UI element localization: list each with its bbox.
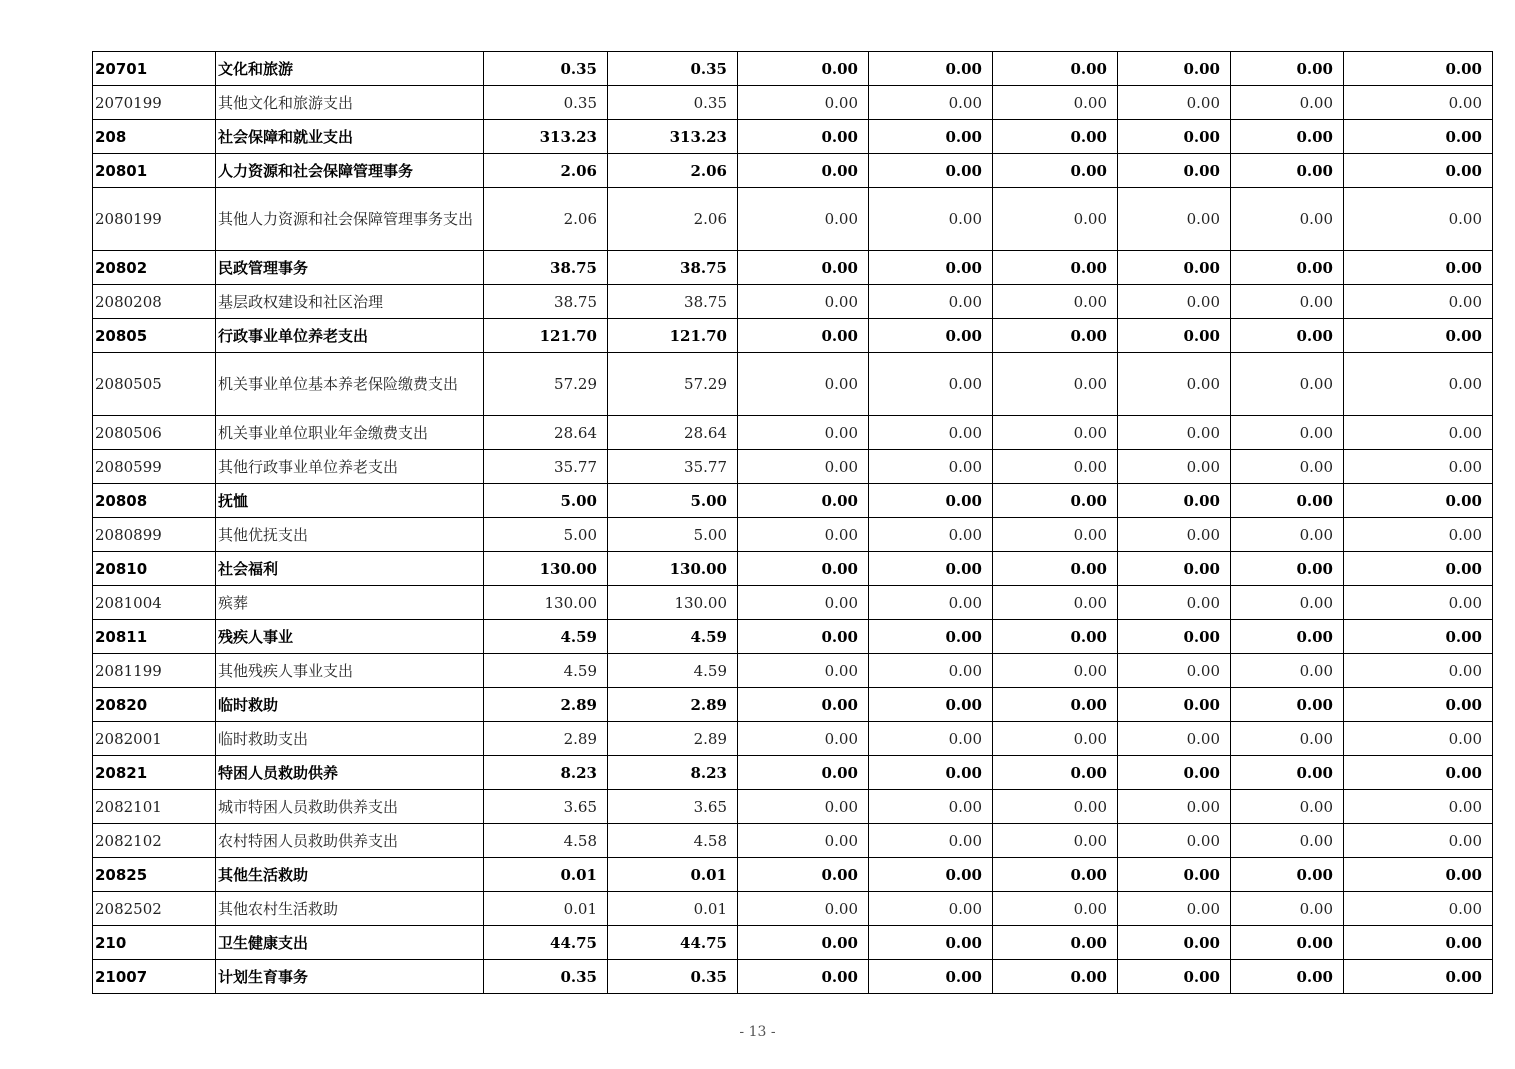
amount-cell: 0.00 (993, 586, 1118, 620)
subject-name-cell: 临时救助支出 (216, 722, 484, 756)
amount-cell: 0.00 (1118, 518, 1231, 552)
amount-cell: 0.00 (1231, 960, 1344, 994)
amount-cell: 0.00 (1118, 688, 1231, 722)
amount-cell: 0.00 (738, 824, 869, 858)
amount-cell: 0.00 (993, 620, 1118, 654)
table-row (93, 188, 1493, 251)
amount-cell: 0.00 (738, 654, 869, 688)
amount-cell: 0.00 (869, 586, 993, 620)
amount-cell: 0.00 (1344, 722, 1493, 756)
amount-cell: 0.00 (869, 790, 993, 824)
amount-cell: 0.00 (1231, 552, 1344, 586)
amount-cell: 38.75 (608, 251, 738, 285)
amount-cell: 0.00 (1118, 620, 1231, 654)
amount-cell: 0.00 (738, 858, 869, 892)
subject-name-cell: 特困人员救助供养 (216, 756, 484, 790)
amount-cell: 38.75 (608, 285, 738, 319)
subject-code-cell: 2080208 (93, 285, 216, 319)
amount-cell: 28.64 (608, 416, 738, 450)
amount-cell: 0.00 (993, 756, 1118, 790)
amount-cell: 0.00 (869, 86, 993, 120)
table-row (93, 586, 1493, 620)
amount-cell: 0.00 (1231, 790, 1344, 824)
subject-code-cell: 2070199 (93, 86, 216, 120)
amount-cell: 0.00 (1231, 688, 1344, 722)
amount-cell: 0.00 (993, 353, 1118, 416)
table-row (93, 892, 1493, 926)
amount-cell: 0.00 (738, 892, 869, 926)
subject-code-cell: 20701 (93, 52, 216, 86)
table-row (93, 552, 1493, 586)
amount-cell: 5.00 (484, 518, 608, 552)
amount-cell: 0.00 (738, 154, 869, 188)
subject-code-cell: 208 (93, 120, 216, 154)
subject-code-cell: 2080506 (93, 416, 216, 450)
budget-expenditure-table (92, 51, 1493, 994)
subject-name-cell: 文化和旅游 (216, 52, 484, 86)
table-row (93, 285, 1493, 319)
table-row (93, 926, 1493, 960)
amount-cell: 0.00 (1118, 790, 1231, 824)
amount-cell: 0.00 (869, 960, 993, 994)
amount-cell: 44.75 (484, 926, 608, 960)
amount-cell: 0.00 (869, 926, 993, 960)
table-row (93, 722, 1493, 756)
amount-cell: 0.00 (1231, 824, 1344, 858)
amount-cell: 0.00 (738, 620, 869, 654)
subject-code-cell: 2080899 (93, 518, 216, 552)
amount-cell: 0.00 (1344, 688, 1493, 722)
amount-cell: 0.00 (1118, 319, 1231, 353)
amount-cell: 5.00 (608, 484, 738, 518)
amount-cell: 0.35 (484, 52, 608, 86)
amount-cell: 0.00 (1118, 824, 1231, 858)
amount-cell: 0.00 (1344, 154, 1493, 188)
subject-name-cell: 殡葬 (216, 586, 484, 620)
amount-cell: 0.00 (1118, 353, 1231, 416)
amount-cell: 2.89 (608, 688, 738, 722)
amount-cell: 0.00 (738, 790, 869, 824)
amount-cell: 8.23 (608, 756, 738, 790)
table-row (93, 120, 1493, 154)
amount-cell: 0.00 (1231, 518, 1344, 552)
amount-cell: 0.00 (993, 52, 1118, 86)
subject-name-cell: 民政管理事务 (216, 251, 484, 285)
table-row (93, 450, 1493, 484)
amount-cell: 130.00 (484, 552, 608, 586)
amount-cell: 0.00 (738, 319, 869, 353)
subject-code-cell: 20825 (93, 858, 216, 892)
subject-code-cell: 20805 (93, 319, 216, 353)
amount-cell: 0.00 (1118, 285, 1231, 319)
amount-cell: 0.00 (993, 518, 1118, 552)
table-body (93, 52, 1493, 994)
amount-cell: 0.35 (608, 960, 738, 994)
subject-code-cell: 210 (93, 926, 216, 960)
amount-cell: 2.06 (484, 188, 608, 251)
subject-name-cell: 行政事业单位养老支出 (216, 319, 484, 353)
amount-cell: 0.00 (993, 790, 1118, 824)
amount-cell: 0.00 (869, 756, 993, 790)
amount-cell: 0.00 (738, 52, 869, 86)
table-row (93, 824, 1493, 858)
amount-cell: 0.00 (738, 960, 869, 994)
amount-cell: 0.00 (869, 319, 993, 353)
amount-cell: 0.00 (869, 52, 993, 86)
amount-cell: 0.00 (869, 620, 993, 654)
amount-cell: 0.00 (1231, 52, 1344, 86)
amount-cell: 0.00 (1231, 620, 1344, 654)
amount-cell: 0.35 (608, 52, 738, 86)
amount-cell: 0.00 (1344, 552, 1493, 586)
amount-cell: 0.00 (1231, 926, 1344, 960)
amount-cell: 0.00 (1344, 960, 1493, 994)
amount-cell: 0.00 (1118, 552, 1231, 586)
amount-cell: 4.59 (484, 620, 608, 654)
subject-code-cell: 20820 (93, 688, 216, 722)
table-row (93, 251, 1493, 285)
subject-code-cell: 2082102 (93, 824, 216, 858)
table-row (93, 52, 1493, 86)
amount-cell: 0.00 (1231, 285, 1344, 319)
subject-name-cell: 人力资源和社会保障管理事务 (216, 154, 484, 188)
amount-cell: 0.00 (1231, 484, 1344, 518)
subject-name-cell: 社会福利 (216, 552, 484, 586)
amount-cell: 4.59 (484, 654, 608, 688)
amount-cell: 0.00 (993, 154, 1118, 188)
amount-cell: 0.00 (1344, 484, 1493, 518)
amount-cell: 0.00 (993, 416, 1118, 450)
amount-cell: 35.77 (484, 450, 608, 484)
amount-cell: 0.00 (1344, 790, 1493, 824)
subject-name-cell: 农村特困人员救助供养支出 (216, 824, 484, 858)
amount-cell: 0.00 (1118, 722, 1231, 756)
amount-cell: 0.00 (869, 120, 993, 154)
amount-cell: 0.00 (1344, 285, 1493, 319)
amount-cell: 0.00 (869, 892, 993, 926)
amount-cell: 0.01 (608, 858, 738, 892)
amount-cell: 0.00 (1118, 52, 1231, 86)
amount-cell: 0.00 (1344, 450, 1493, 484)
amount-cell: 0.00 (869, 450, 993, 484)
subject-code-cell: 2080505 (93, 353, 216, 416)
amount-cell: 0.00 (1231, 251, 1344, 285)
amount-cell: 0.01 (484, 858, 608, 892)
amount-cell: 0.00 (1344, 858, 1493, 892)
amount-cell: 0.00 (1344, 353, 1493, 416)
amount-cell: 0.00 (1344, 824, 1493, 858)
amount-cell: 38.75 (484, 285, 608, 319)
amount-cell: 313.23 (484, 120, 608, 154)
amount-cell: 57.29 (608, 353, 738, 416)
amount-cell: 0.00 (993, 188, 1118, 251)
amount-cell: 0.00 (869, 552, 993, 586)
amount-cell: 0.00 (1118, 188, 1231, 251)
amount-cell: 0.00 (869, 416, 993, 450)
amount-cell: 0.00 (993, 926, 1118, 960)
amount-cell: 0.00 (1118, 960, 1231, 994)
amount-cell: 0.00 (869, 154, 993, 188)
amount-cell: 0.00 (738, 353, 869, 416)
amount-cell: 0.00 (993, 319, 1118, 353)
amount-cell: 2.89 (608, 722, 738, 756)
amount-cell: 0.00 (869, 251, 993, 285)
amount-cell: 0.00 (1344, 654, 1493, 688)
subject-name-cell: 其他人力资源和社会保障管理事务支出 (216, 188, 484, 251)
amount-cell: 0.00 (1344, 620, 1493, 654)
amount-cell: 38.75 (484, 251, 608, 285)
table-row (93, 960, 1493, 994)
table-row (93, 756, 1493, 790)
amount-cell: 0.00 (993, 450, 1118, 484)
amount-cell: 0.00 (738, 285, 869, 319)
amount-cell: 4.58 (608, 824, 738, 858)
subject-name-cell: 机关事业单位基本养老保险缴费支出 (216, 353, 484, 416)
table-row (93, 484, 1493, 518)
subject-name-cell: 残疾人事业 (216, 620, 484, 654)
amount-cell: 5.00 (608, 518, 738, 552)
subject-name-cell: 其他残疾人事业支出 (216, 654, 484, 688)
subject-name-cell: 卫生健康支出 (216, 926, 484, 960)
amount-cell: 130.00 (608, 552, 738, 586)
amount-cell: 0.00 (1118, 654, 1231, 688)
amount-cell: 130.00 (484, 586, 608, 620)
amount-cell: 0.00 (1344, 251, 1493, 285)
amount-cell: 0.00 (1231, 319, 1344, 353)
amount-cell: 28.64 (484, 416, 608, 450)
amount-cell: 2.06 (484, 154, 608, 188)
amount-cell: 0.00 (1231, 654, 1344, 688)
amount-cell: 3.65 (484, 790, 608, 824)
amount-cell: 0.00 (869, 484, 993, 518)
subject-name-cell: 机关事业单位职业年金缴费支出 (216, 416, 484, 450)
table-row (93, 858, 1493, 892)
amount-cell: 0.00 (869, 518, 993, 552)
amount-cell: 0.00 (993, 251, 1118, 285)
table-row (93, 518, 1493, 552)
subject-code-cell: 21007 (93, 960, 216, 994)
amount-cell: 0.00 (1344, 86, 1493, 120)
amount-cell: 0.00 (1344, 926, 1493, 960)
amount-cell: 0.00 (738, 688, 869, 722)
amount-cell: 0.00 (993, 892, 1118, 926)
amount-cell: 0.00 (1231, 120, 1344, 154)
amount-cell: 0.00 (738, 518, 869, 552)
amount-cell: 5.00 (484, 484, 608, 518)
amount-cell: 0.00 (1344, 52, 1493, 86)
subject-code-cell: 2082502 (93, 892, 216, 926)
subject-name-cell: 其他优抚支出 (216, 518, 484, 552)
amount-cell: 0.00 (993, 824, 1118, 858)
amount-cell: 0.00 (1231, 416, 1344, 450)
amount-cell: 0.00 (1118, 120, 1231, 154)
amount-cell: 0.00 (1344, 120, 1493, 154)
subject-name-cell: 城市特困人员救助供养支出 (216, 790, 484, 824)
table-row (93, 319, 1493, 353)
amount-cell: 0.35 (484, 960, 608, 994)
subject-code-cell: 2081004 (93, 586, 216, 620)
amount-cell: 0.00 (738, 926, 869, 960)
amount-cell: 2.06 (608, 188, 738, 251)
table-row (93, 154, 1493, 188)
amount-cell: 0.00 (869, 824, 993, 858)
amount-cell: 2.06 (608, 154, 738, 188)
amount-cell: 4.59 (608, 654, 738, 688)
subject-name-cell: 计划生育事务 (216, 960, 484, 994)
amount-cell: 0.00 (993, 654, 1118, 688)
amount-cell: 0.00 (993, 484, 1118, 518)
amount-cell: 0.00 (1344, 188, 1493, 251)
amount-cell: 0.00 (1231, 188, 1344, 251)
amount-cell: 0.00 (738, 484, 869, 518)
subject-name-cell: 其他行政事业单位养老支出 (216, 450, 484, 484)
amount-cell: 3.65 (608, 790, 738, 824)
amount-cell: 0.01 (608, 892, 738, 926)
subject-code-cell: 2082101 (93, 790, 216, 824)
amount-cell: 0.00 (1118, 586, 1231, 620)
amount-cell: 0.00 (1118, 251, 1231, 285)
amount-cell: 0.00 (1118, 450, 1231, 484)
amount-cell: 0.00 (993, 688, 1118, 722)
subject-code-cell: 20802 (93, 251, 216, 285)
amount-cell: 0.00 (738, 251, 869, 285)
amount-cell: 130.00 (608, 586, 738, 620)
amount-cell: 0.00 (869, 285, 993, 319)
amount-cell: 0.00 (1231, 154, 1344, 188)
amount-cell: 0.00 (869, 858, 993, 892)
table-row (93, 790, 1493, 824)
amount-cell: 0.00 (738, 722, 869, 756)
amount-cell: 4.58 (484, 824, 608, 858)
table-row (93, 86, 1493, 120)
amount-cell: 0.00 (869, 688, 993, 722)
amount-cell: 0.00 (1344, 518, 1493, 552)
subject-name-cell: 其他农村生活救助 (216, 892, 484, 926)
subject-code-cell: 2082001 (93, 722, 216, 756)
amount-cell: 0.01 (484, 892, 608, 926)
table-row (93, 654, 1493, 688)
amount-cell: 0.00 (1344, 586, 1493, 620)
amount-cell: 44.75 (608, 926, 738, 960)
subject-name-cell: 社会保障和就业支出 (216, 120, 484, 154)
amount-cell: 0.00 (993, 858, 1118, 892)
amount-cell: 0.00 (738, 586, 869, 620)
subject-name-cell: 临时救助 (216, 688, 484, 722)
amount-cell: 0.00 (1118, 484, 1231, 518)
amount-cell: 0.00 (993, 285, 1118, 319)
amount-cell: 0.00 (1118, 756, 1231, 790)
amount-cell: 0.00 (1231, 353, 1344, 416)
subject-code-cell: 20821 (93, 756, 216, 790)
amount-cell: 0.00 (869, 654, 993, 688)
amount-cell: 0.00 (738, 756, 869, 790)
amount-cell: 0.00 (1118, 858, 1231, 892)
amount-cell: 0.00 (1231, 86, 1344, 120)
table-row (93, 416, 1493, 450)
subject-name-cell: 其他文化和旅游支出 (216, 86, 484, 120)
amount-cell: 0.00 (993, 722, 1118, 756)
subject-name-cell: 基层政权建设和社区治理 (216, 285, 484, 319)
subject-name-cell: 其他生活救助 (216, 858, 484, 892)
amount-cell: 4.59 (608, 620, 738, 654)
amount-cell: 0.00 (738, 450, 869, 484)
subject-code-cell: 2081199 (93, 654, 216, 688)
amount-cell: 0.00 (869, 188, 993, 251)
amount-cell: 57.29 (484, 353, 608, 416)
amount-cell: 0.00 (993, 120, 1118, 154)
amount-cell: 2.89 (484, 722, 608, 756)
amount-cell: 0.00 (1231, 756, 1344, 790)
amount-cell: 0.00 (1344, 892, 1493, 926)
amount-cell: 0.00 (1231, 586, 1344, 620)
amount-cell: 0.00 (738, 86, 869, 120)
amount-cell: 0.00 (1231, 892, 1344, 926)
subject-code-cell: 20811 (93, 620, 216, 654)
amount-cell: 0.00 (993, 552, 1118, 586)
amount-cell: 0.00 (993, 86, 1118, 120)
amount-cell: 8.23 (484, 756, 608, 790)
table-row (93, 620, 1493, 654)
amount-cell: 0.00 (1118, 892, 1231, 926)
amount-cell: 35.77 (608, 450, 738, 484)
subject-code-cell: 20801 (93, 154, 216, 188)
table-row (93, 688, 1493, 722)
amount-cell: 0.00 (1344, 319, 1493, 353)
amount-cell: 2.89 (484, 688, 608, 722)
amount-cell: 0.00 (1344, 756, 1493, 790)
subject-code-cell: 2080599 (93, 450, 216, 484)
amount-cell: 121.70 (608, 319, 738, 353)
subject-code-cell: 20808 (93, 484, 216, 518)
amount-cell: 0.00 (1118, 926, 1231, 960)
amount-cell: 0.00 (738, 120, 869, 154)
amount-cell: 0.00 (869, 722, 993, 756)
amount-cell: 121.70 (484, 319, 608, 353)
amount-cell: 0.00 (1344, 416, 1493, 450)
amount-cell: 0.00 (738, 552, 869, 586)
subject-code-cell: 20810 (93, 552, 216, 586)
amount-cell: 0.00 (1118, 154, 1231, 188)
amount-cell: 313.23 (608, 120, 738, 154)
subject-code-cell: 2080199 (93, 188, 216, 251)
amount-cell: 0.00 (1231, 722, 1344, 756)
amount-cell: 0.00 (869, 353, 993, 416)
page-number: - 13 - (739, 1024, 776, 1040)
amount-cell: 0.35 (608, 86, 738, 120)
amount-cell: 0.00 (738, 416, 869, 450)
amount-cell: 0.00 (1118, 86, 1231, 120)
amount-cell: 0.00 (1118, 416, 1231, 450)
amount-cell: 0.00 (738, 188, 869, 251)
amount-cell: 0.00 (1231, 858, 1344, 892)
subject-name-cell: 抚恤 (216, 484, 484, 518)
amount-cell: 0.35 (484, 86, 608, 120)
table-row (93, 353, 1493, 416)
amount-cell: 0.00 (993, 960, 1118, 994)
amount-cell: 0.00 (1231, 450, 1344, 484)
